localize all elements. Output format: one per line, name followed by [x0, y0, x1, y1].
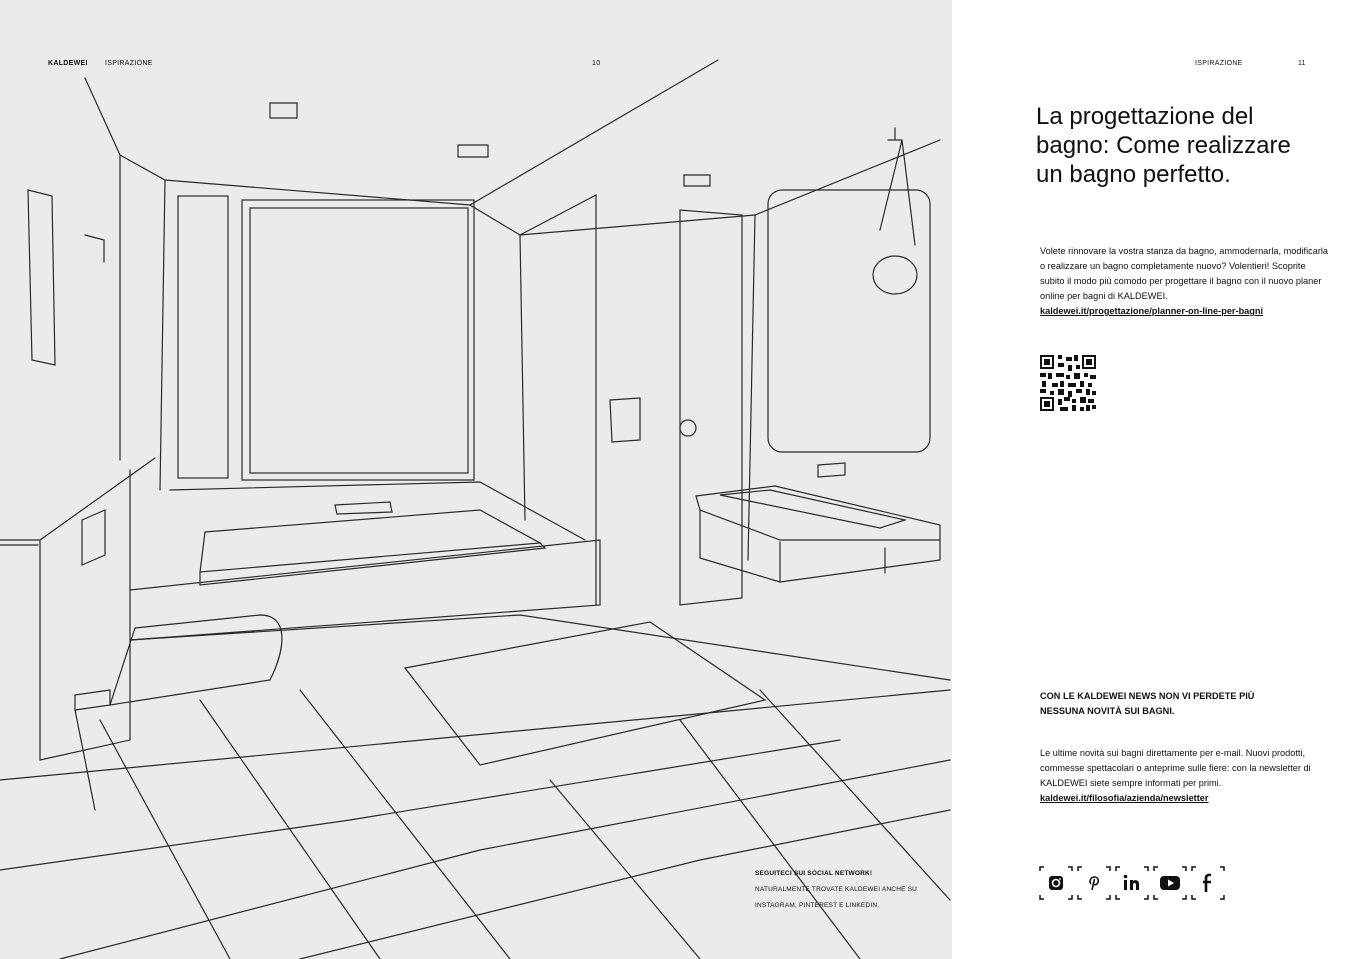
planner-link[interactable]: kaldewei.it/progettazione/planner-on-line-per-bagni: [1040, 306, 1264, 316]
article-body-text: Volete rinnovare la vostra stanza da bagno, ammodernarla, modificarla o realizzare un bagno completamente nuovo? Volentieri! Scoprite subito il modo più comodo per progettare il bagno con il nuovo planer online per bagni di KALDEWEI.: [1040, 246, 1329, 301]
newsletter-link[interactable]: kaldewei.it/filosofia/azienda/newsletter: [1040, 793, 1209, 803]
article-title: La progettazione del bagno: Come realizzare un bagno perfetto.: [1036, 103, 1291, 188]
social-network-note: [755, 866, 917, 914]
newsletter-body-text: Le ultime novità sui bagni direttamente per e-mail. Nuovi prodotti, commesse spettacolari o anteprime sulle fiere: con la newsletter di KALDEWEI siete sempre informati per primi.: [1040, 748, 1311, 788]
social-note-title: SEGUITECI SUI SOCIAL NETWORK!: [755, 870, 873, 877]
social-icons: [1039, 866, 1225, 900]
article-body: [1040, 244, 1330, 319]
social-note-line-2: INSTAGRAM, PINTEREST E LINKEDIN.: [755, 902, 880, 909]
pinterest-icon[interactable]: [1077, 866, 1111, 900]
page-number-left: 10: [592, 60, 601, 67]
brand-name: KALDEWEI: [48, 60, 88, 67]
facebook-icon[interactable]: [1191, 866, 1225, 900]
instagram-icon[interactable]: [1039, 866, 1073, 900]
youtube-icon[interactable]: [1153, 866, 1187, 900]
section-label-right: ISPIRAZIONE: [1195, 60, 1243, 67]
newsletter-body: [1040, 746, 1320, 806]
section-label-left: ISPIRAZIONE: [105, 60, 153, 67]
newsletter-title: CON LE KALDEWEI NEWS NON VI PERDETE PIÙ NESSUNA NOVITÀ SUI BAGNI.: [1040, 691, 1255, 716]
linkedin-icon[interactable]: [1115, 866, 1149, 900]
social-note-line-1: NATURALMENTE TROVATE KALDEWEI ANCHE SU: [755, 886, 918, 893]
page-number-right: 11: [1298, 60, 1306, 67]
right-page: [952, 0, 1356, 959]
qr-code[interactable]: [1040, 355, 1096, 411]
